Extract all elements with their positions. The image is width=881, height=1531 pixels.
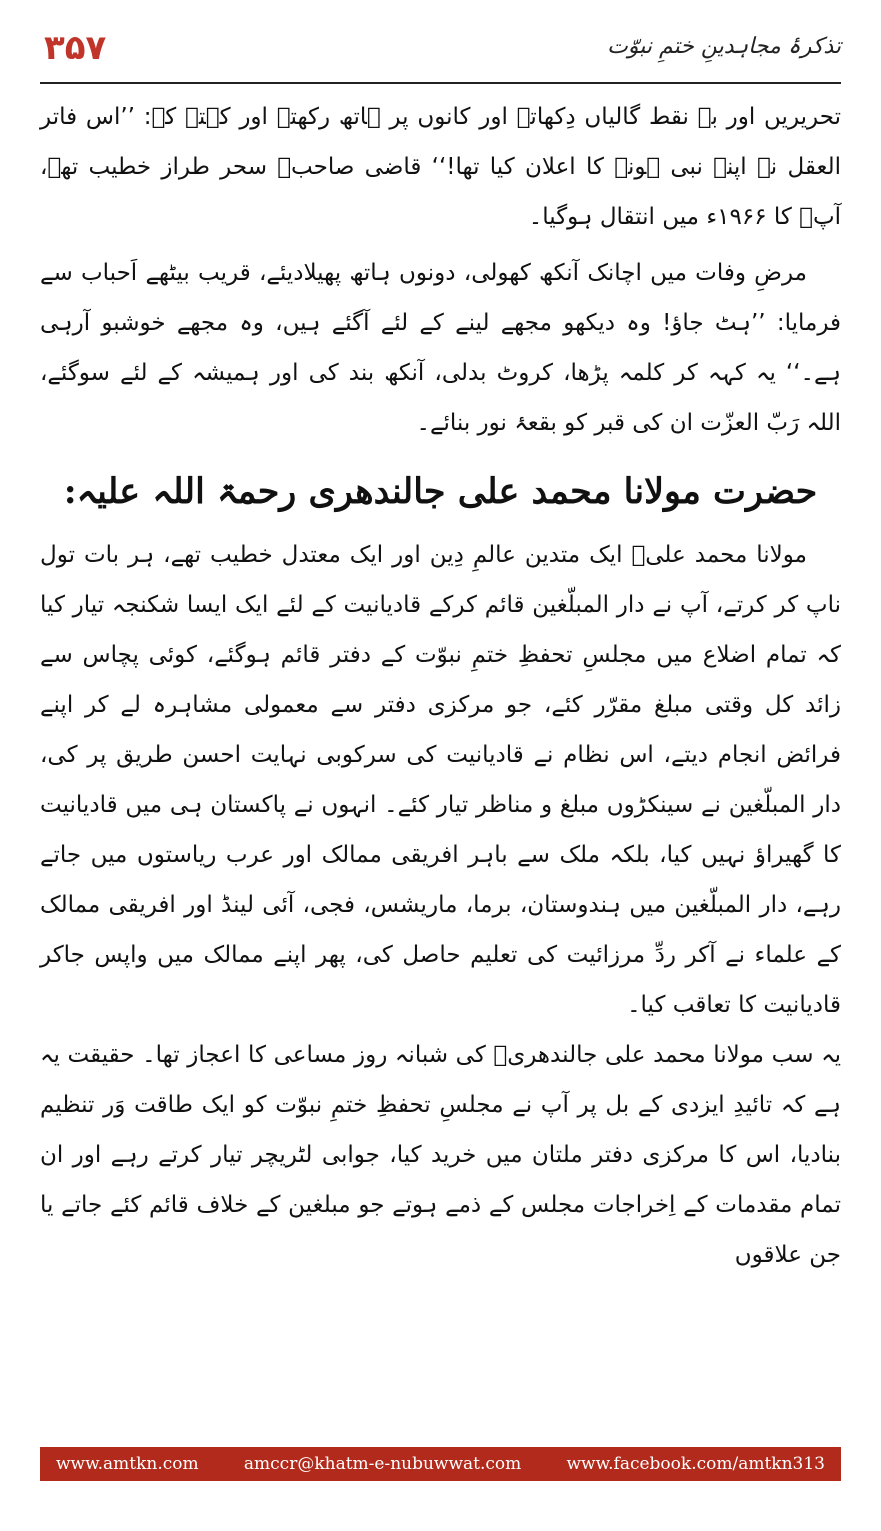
header-divider (40, 82, 841, 84)
footer-facebook-link[interactable]: www.facebook.com/amtkn313 (566, 1454, 825, 1474)
paragraph: تحریریں اور بے نقط گالیاں دِکھاتے اور کانوں پر ہاتھ رکھتے اور کہتے کہ: ’’اس فاتر العقل نے اپنے نبی ہونے کا اعلان کیا تھا!‘‘ قاضی صاحبؒ سحر طراز خطیب تھے، آپؒ کا ۱۹۶۶ء میں انتقال ہوگیا۔ (40, 104, 841, 230)
paragraph: مرضِ وفات میں اچانک آنکھ کھولی، دونوں ہاتھ پھیلادیئے، قریب بیٹھے اَحباب سے فرمایا: ’’ہٹ جاؤ! وہ دیکھو مجھے لینے کے لئے آگئے ہیں، وہ مجھے خوشبو آرہی ہے۔‘‘ یہ کہہ کر کلمہ پڑھا، کروٹ بدلی، آنکھ بند کی اور ہمیشہ کے لئے سوگئے، اللہ رَبّ العزّت ان کی قبر کو بقعۂ نور بنائے۔ (40, 260, 841, 436)
paragraph: یہ سب مولانا محمد علی جالندھریؒ کی شبانہ روز مساعی کا اعجاز تھا۔ حقیقت یہ ہے کہ تائیدِ ایزدی کے بل پر آپ نے مجلسِ تحفظِ ختمِ نبوّت کو ایک طاقت وَر تنظیم بنادیا، اس کا مرکزی دفتر ملتان میں خرید کیا، جوابی لٹریچر تیار کرتے رہے اور ان تمام مقدمات کے اِخراجات مجلس کے ذمے ہوتے جو مبلغین کے خلاف قائم کئے جاتے یا جن علاقوں (40, 1042, 841, 1268)
page-body (40, 92, 841, 1280)
footer-website-link[interactable]: www.amtkn.com (56, 1454, 199, 1474)
footer-bar (40, 1447, 841, 1481)
paragraph: مولانا محمد علیؒ ایک متدین عالمِ دِین اور ایک معتدل خطیب تھے، ہر بات تول ناپ کر کرتے، آپ نے دار المبلّغین قائم کرکے قادیانیت کے لئے ایک ایسا شکنجہ تیار کیا کہ تمام اضلاع میں مجلسِ تحفظِ ختمِ نبوّت کے دفتر قائم ہوگئے، کوئی پچاس سے زائد کل وقتی مبلغ مقرّر کئے، جو مرکزی دفتر سے معمولی مشاہرہ لے کر اپنے فرائض انجام دیتے، اس نظام نے قادیانیت کی سرکوبی نہایت احسن طریق پر کی، دار المبلّغین نے سینکڑوں مبلغ و مناظر تیار کئے۔ انہوں نے پاکستان ہی میں قادیانیت کا گھیراؤ نہیں کیا، بلکہ ملک سے باہر افریقی ممالک اور عرب ریاستوں میں جاتے رہے، دار المبلّغین میں ہندوستان، برما، ماریشس، فجی، آئی لینڈ اور افریقی ممالک کے علماء نے آکر ردِّ مرزائیت کی تعلیم حاصل کی، پھر اپنے ممالک میں واپس جاکر قادیانیت کا تعاقب کیا۔ (40, 542, 841, 1018)
page-number: ۳۵۷ (44, 28, 107, 68)
section-heading: حضرت مولانا محمد علی جالندھری رحمۃ اللہ علیہ: (63, 471, 818, 512)
running-title: تذکرۂ مجاہدینِ ختمِ نبوّت (607, 34, 841, 59)
footer-email-link[interactable]: amccr@khatm-e-nubuwwat.com (243, 1454, 522, 1474)
